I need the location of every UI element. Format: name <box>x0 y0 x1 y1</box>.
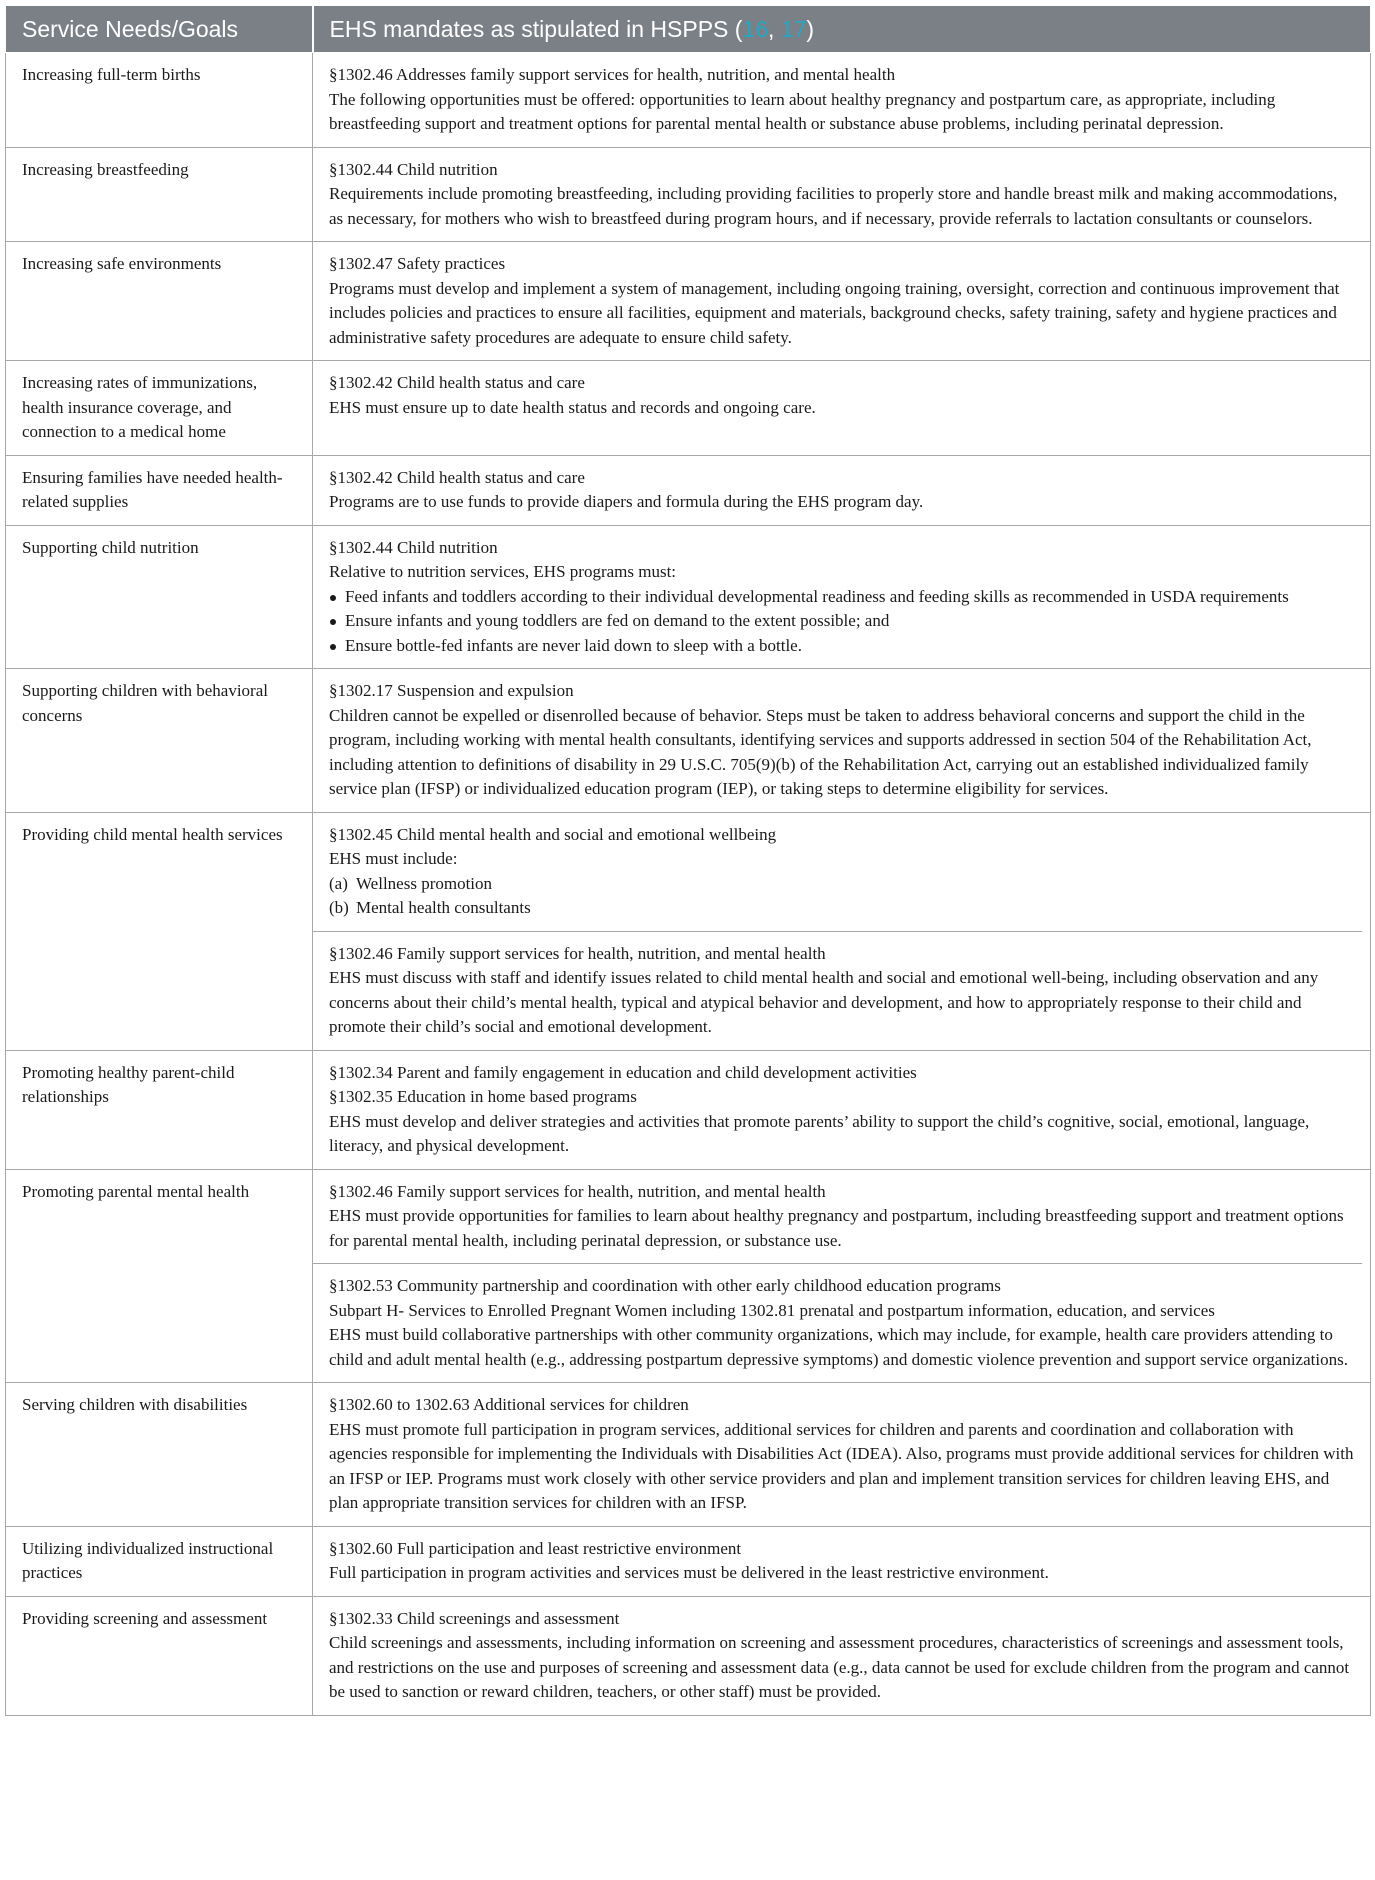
service-need-cell: Increasing full-term births <box>6 53 313 148</box>
table-row <box>6 1169 1371 1383</box>
lettered-item <box>329 872 1362 897</box>
list-marker: (b) <box>329 898 349 917</box>
mandate-subsection <box>313 931 1362 1050</box>
mandate-section-title: §1302.46 Family support services for health, nutrition, and mental health <box>329 1181 826 1201</box>
header-row <box>6 6 1371 53</box>
bullet-item: Ensure infants and young toddlers are fed on demand to the extent possible; and <box>329 609 1354 634</box>
mandate-section-title: §1302.46 Addresses family support services for health, nutrition, and mental health <box>329 65 896 84</box>
mandate-body: Programs must develop and implement a system of management, including ongoing training, oversight, correction and continuous improvement that includes policies and practices to ensure all facilities, equipment and materials, background checks, safety training, safety and hygiene practices and administrative safety procedures are adequate to ensure child safety. <box>329 278 1340 347</box>
bullet-item: Feed infants and toddlers according to their individual developmental readiness and feeding skills as recommended in USDA requirements <box>329 585 1354 610</box>
mandate-subsection <box>313 1170 1370 1264</box>
mandate-section-title: §1302.46 Family support services for health, nutrition, and mental health <box>329 943 826 963</box>
table-header <box>6 6 1371 53</box>
reference-link-17[interactable]: 17 <box>780 15 807 42</box>
mandate-section-title-secondary: §1302.35 Education in home based programs <box>329 1087 637 1106</box>
mandate-cell <box>313 242 1371 361</box>
mandate-section-title: §1302.17 Suspension and expulsion <box>329 681 574 700</box>
service-need-cell: Supporting children with behavioral concerns <box>6 669 313 813</box>
mandate-section-title: §1302.60 to 1302.63 Additional services for children <box>329 1395 689 1414</box>
mandate-section-title: §1302.44 Child nutrition <box>329 159 498 179</box>
service-need-cell: Providing screening and assessment <box>6 1596 313 1715</box>
mandate-cell <box>313 53 1371 148</box>
table-row <box>6 242 1371 361</box>
mandate-body: EHS must include: <box>329 849 458 868</box>
mandate-cell <box>313 1526 1371 1596</box>
mandate-cell <box>313 147 1371 242</box>
mandate-section-title: §1302.47 Safety practices <box>329 254 506 273</box>
table-row <box>6 1050 1371 1169</box>
table-row <box>6 455 1371 525</box>
service-need-cell: Promoting parental mental health <box>6 1169 313 1383</box>
table-body <box>6 53 1371 1716</box>
mandate-cell <box>313 1596 1371 1715</box>
mandate-body: EHS must develop and deliver strategies and activities that promote parents’ ability to support the child’s cognitive, social, emotional, language, literacy, and physical development. <box>329 1111 1310 1155</box>
mandate-section-title: §1302.53 Community partnership and coordination with other early childhood education programs <box>329 1276 1001 1295</box>
service-need-cell: Increasing rates of immunizations, health insurance coverage, and connection to a medical home <box>6 361 313 456</box>
mandate-body: Programs are to use funds to provide diapers and formula during the EHS program day. <box>329 492 924 511</box>
mandate-subsection <box>313 1263 1362 1382</box>
mandate-body: Relative to nutrition services, EHS programs must: <box>329 562 677 581</box>
mandate-section-title: §1302.42 Child health status and care <box>329 373 585 392</box>
mandate-body: Children cannot be expelled or disenrolled because of behavior. Steps must be taken to address behavioral concerns and support the child in the program, including working with mental health consultants, identifying services and supports addressed in section 504 of the Rehabilitation Act, including attention to definitions of disability in 29 U.S.C. 705(9)(b) of the Rehabilitation Act, carrying out an established individualized family service plan (IFSP) or individualized education program (IEP), or taking steps to determine eligibility for services. <box>329 705 1312 798</box>
mandate-body: EHS must promote full participation in program services, additional services for children and parents and coordination and collaboration with agencies responsible for implementing the Individuals with Disabilities Act (IDEA). Also, programs must provide additional services for children with an IFSP or IEP. Programs must work closely with other service providers and plan and implement transition services for children leaving EHS, and plan appropriate transition services for children with an IFSP. <box>329 1419 1354 1512</box>
mandate-cell <box>313 1169 1371 1383</box>
mandate-cell <box>313 1050 1371 1169</box>
mandate-cell <box>313 455 1371 525</box>
table-row <box>6 669 1371 813</box>
mandate-cell <box>313 361 1371 456</box>
ehs-mandates-table <box>5 5 1371 1716</box>
mandate-section-title: §1302.44 Child nutrition <box>329 537 498 557</box>
mandate-body: Requirements include promoting breastfeeding, including providing facilities to properly store and handle breast milk and making accommodations, as necessary, for mothers who wish to breastfeed during program hours, and if necessary, provide referrals to lactation consultants or counselors. <box>329 184 1338 228</box>
mandate-subsection <box>313 813 1370 931</box>
service-need-cell: Serving children with disabilities <box>6 1383 313 1527</box>
table-row <box>6 525 1371 669</box>
mandate-section-title: §1302.42 Child health status and care <box>329 467 585 487</box>
service-need-cell: Promoting healthy parent-child relationships <box>6 1050 313 1169</box>
bullet-item: Ensure bottle-fed infants are never laid down to sleep with a bottle. <box>329 634 1354 659</box>
mandate-body: The following opportunities must be offered: opportunities to learn about healthy pregnancy and postpartum care, as appropriate, including breastfeeding support and treatment options for parental mental health or substance abuse problems, including perinatal depression. <box>329 89 1276 133</box>
mandate-body: EHS must build collaborative partnerships with other community organizations, which may include, for example, health care providers attending to child and adult mental health (e.g., addressing postpartum depressive symptoms) and domestic violence prevention and support service organizations. <box>329 1325 1348 1369</box>
mandate-cell <box>313 812 1371 1050</box>
table-row <box>6 53 1371 148</box>
list-text: Mental health consultants <box>356 898 531 917</box>
mandate-body: EHS must ensure up to date health status and records and ongoing care. <box>329 397 816 417</box>
mandate-body: EHS must discuss with staff and identify issues related to child mental health and social and emotional well-being, including observation and any concerns about their child’s mental health, typical and atypical behavior and development, and how to appropriately response to their child and promote their child’s social and emotional development. <box>329 968 1319 1036</box>
header-service-needs: Service Needs/Goals <box>6 6 313 53</box>
table-row <box>6 1596 1371 1715</box>
lettered-list <box>329 872 1362 921</box>
service-need-cell: Increasing safe environments <box>6 242 313 361</box>
mandate-section-title-secondary: Subpart H- Services to Enrolled Pregnant Women including 1302.81 prenatal and postpartum information, education, and services <box>329 1300 1215 1320</box>
table-row <box>6 1526 1371 1596</box>
mandate-section-title: §1302.33 Child screenings and assessment <box>329 1608 620 1628</box>
header-mandates-suffix: ) <box>806 15 815 42</box>
mandate-body: Child screenings and assessments, including information on screening and assessment procedures, characteristics of screenings and assessment tools, and restrictions on the use and purposes of screening and assessment data (e.g., data cannot be used for exclude children from the program and cannot be used to sanction or reward children, teachers, or other staff) must be provided. <box>329 1633 1350 1701</box>
mandate-body: Full participation in program activities and services must be delivered in the least restrictive environment. <box>329 1563 1049 1582</box>
service-need-cell: Supporting child nutrition <box>6 525 313 669</box>
table-row <box>6 147 1371 242</box>
table-row <box>6 812 1371 1050</box>
list-text: Wellness promotion <box>356 873 493 893</box>
list-marker: (a) <box>329 873 348 893</box>
table-row <box>6 361 1371 456</box>
mandate-cell <box>313 1383 1371 1527</box>
lettered-item <box>329 896 1362 921</box>
header-ehs-mandates <box>313 6 1371 53</box>
mandate-section-title: §1302.45 Child mental health and social and emotional wellbeing <box>329 824 777 844</box>
service-need-cell: Ensuring families have needed health-related supplies <box>6 455 313 525</box>
mandate-section-title: §1302.34 Parent and family engagement in education and child development activities <box>329 1062 917 1082</box>
mandate-cell <box>313 669 1371 813</box>
reference-link-16[interactable]: 16 <box>742 15 769 42</box>
mandate-section-title: §1302.60 Full participation and least restrictive environment <box>329 1538 742 1558</box>
service-need-cell: Increasing breastfeeding <box>6 147 313 242</box>
service-need-cell: Providing child mental health services <box>6 812 313 1050</box>
mandate-cell <box>313 525 1371 669</box>
bullet-list <box>329 585 1354 659</box>
header-mandates-prefix: EHS mandates as stipulated in HSPPS ( <box>329 15 743 42</box>
table-row <box>6 1383 1371 1527</box>
mandate-body: EHS must provide opportunities for families to learn about healthy pregnancy and postpartum, including breastfeeding support and treatment options for parental mental health, including perinatal depression, or substance use. <box>329 1206 1344 1250</box>
service-need-cell: Utilizing individualized instructional practices <box>6 1526 313 1596</box>
header-ref-separator: , <box>768 15 781 42</box>
